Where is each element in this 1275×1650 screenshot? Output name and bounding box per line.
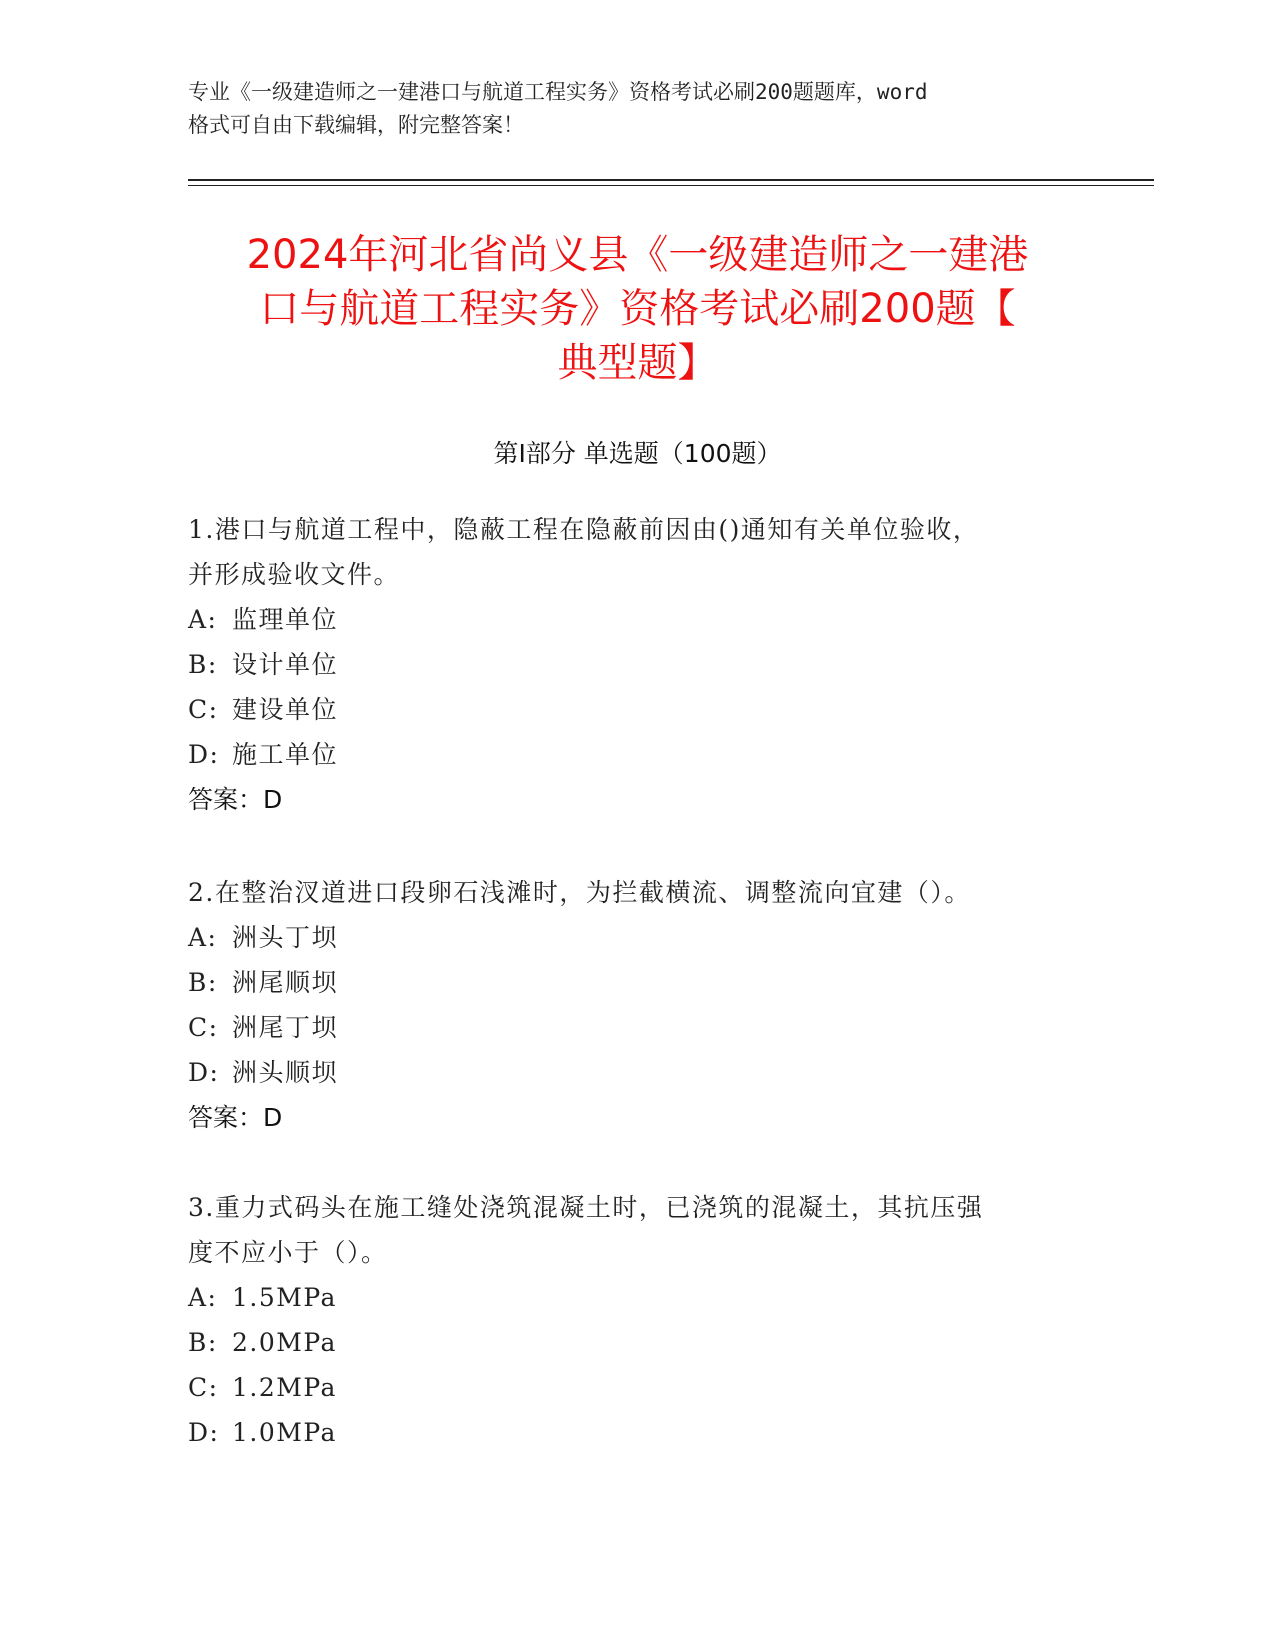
question-3 (188, 1185, 1068, 1455)
option-d (188, 1410, 1068, 1455)
option-d (188, 732, 1068, 777)
option-text: 洲头丁坝 (232, 923, 339, 952)
header-note (188, 76, 1088, 142)
option-b (188, 1320, 1068, 1365)
option-a (188, 915, 1068, 960)
option-letter: D: (188, 1418, 220, 1447)
answer-line: 答案：D (188, 1103, 283, 1132)
option-c (188, 1365, 1068, 1410)
option-text: 2.0MPa (232, 1328, 337, 1357)
option-letter: A: (188, 923, 218, 952)
header-note-line-2: 格式可自由下载编辑，附完整答案！ (188, 113, 524, 137)
question-2 (188, 870, 1068, 1140)
option-text: 1.0MPa (232, 1418, 337, 1447)
option-letter: C: (188, 695, 219, 724)
question-stem-line-1: 1.港口与航道工程中，隐蔽工程在隐蔽前因由()通知有关单位验收， (188, 515, 980, 544)
option-c (188, 1005, 1068, 1050)
option-letter: B: (188, 650, 218, 679)
option-letter: B: (188, 1328, 218, 1357)
document-title-line-1: 2024年河北省尚义县《一级建造师之一建港 (246, 232, 1029, 278)
option-letter: C: (188, 1373, 219, 1402)
option-letter: D: (188, 740, 220, 769)
option-b (188, 960, 1068, 1005)
header-note-line-1: 专业《一级建造师之一建港口与航道工程实务》资格考试必刷200题题库，word (188, 80, 928, 104)
document-title-line-3: 典型题】 (557, 340, 718, 386)
option-a (188, 1275, 1068, 1320)
option-letter: A: (188, 1283, 218, 1312)
option-text: 洲头顺坝 (232, 1058, 339, 1087)
option-text: 洲尾丁坝 (232, 1013, 339, 1042)
option-text: 洲尾顺坝 (232, 968, 339, 997)
option-text: 建设单位 (232, 695, 339, 724)
option-letter: A: (188, 605, 218, 634)
question-stem-line-2: 度不应小于（）。 (188, 1238, 388, 1267)
document-title (150, 228, 1125, 390)
header-divider-thick (188, 179, 1154, 181)
question-stem-line-2: 并形成验收文件。 (188, 560, 401, 589)
question-stem-line-1: 3.重力式码头在施工缝处浇筑混凝土时，已浇筑的混凝土，其抗压强 (188, 1193, 984, 1222)
option-letter: B: (188, 968, 218, 997)
answer-line: 答案：D (188, 785, 283, 814)
option-d (188, 1050, 1068, 1095)
option-text: 设计单位 (232, 650, 339, 679)
option-a (188, 597, 1068, 642)
document-title-line-2: 口与航道工程实务》资格考试必刷200题【 (259, 286, 1016, 332)
option-letter: D: (188, 1058, 220, 1087)
option-text: 1.5MPa (232, 1283, 337, 1312)
header-divider-thin (188, 185, 1154, 186)
question-1 (188, 507, 1068, 822)
section-heading: 第Ⅰ部分 单选题（100题） (493, 439, 782, 468)
option-b (188, 642, 1068, 687)
option-c (188, 687, 1068, 732)
option-text: 监理单位 (232, 605, 339, 634)
question-stem-line-1: 2.在整治汊道进口段卵石浅滩时，为拦截横流、调整流向宜建（）。 (188, 878, 971, 907)
option-letter: C: (188, 1013, 219, 1042)
option-text: 施工单位 (232, 740, 339, 769)
option-text: 1.2MPa (232, 1373, 337, 1402)
